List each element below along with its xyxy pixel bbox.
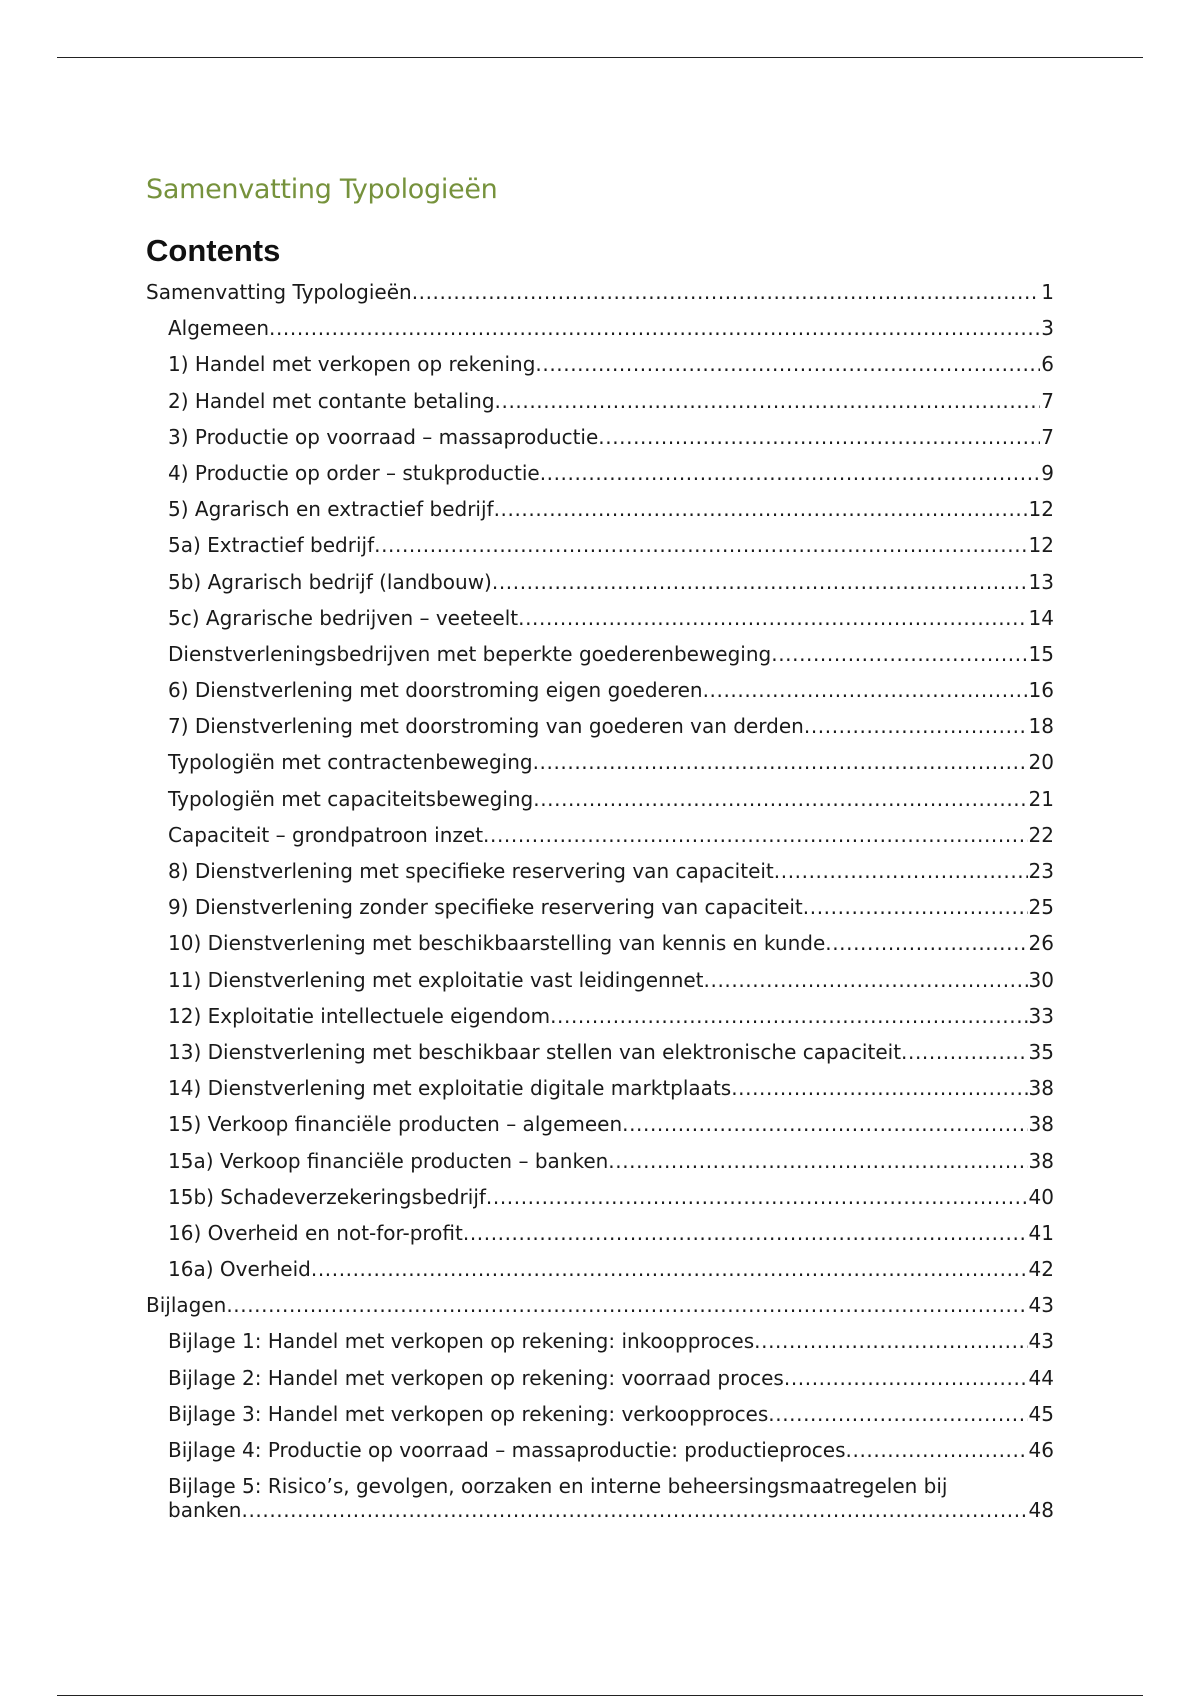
toc-entry-label: Typologiën met contractenbeweging (168, 750, 533, 775)
toc-dot-leader (374, 533, 1027, 557)
toc-entry-page-number: 48 (1028, 1498, 1054, 1523)
toc-entry-label: Bijlagen (146, 1293, 227, 1318)
toc-entry-label: 4) Productie op order – stukproductie (168, 460, 540, 485)
toc-entry-label: 2) Handel met contante betaling (168, 388, 495, 413)
toc-entry-page-number: 22 (1028, 822, 1054, 847)
header-rule (57, 57, 1143, 58)
toc-entry[interactable] (146, 1076, 1054, 1112)
toc-dot-leader (533, 750, 1028, 774)
toc-entry-label: 16a) Overheid (168, 1257, 311, 1282)
toc-entry-page-number: 7 (1041, 424, 1054, 449)
toc-entry[interactable] (146, 1004, 1054, 1040)
toc-entry-page-number: 41 (1028, 1220, 1054, 1245)
footer-rule (57, 1695, 1143, 1696)
toc-entry-page-number: 21 (1028, 786, 1054, 811)
toc-entry-label: 1) Handel met verkopen op rekening (168, 352, 536, 377)
toc-dot-leader (622, 1112, 1027, 1136)
toc-entry[interactable] (146, 1366, 1054, 1402)
toc-entry-page-number: 12 (1028, 533, 1054, 558)
toc-entry[interactable] (146, 1221, 1054, 1257)
toc-dot-leader (226, 1293, 1027, 1317)
toc-entry[interactable] (146, 931, 1054, 967)
toc-entry-page-number: 25 (1028, 895, 1054, 920)
toc-entry[interactable] (146, 787, 1054, 823)
toc-entry[interactable] (146, 425, 1054, 461)
toc-entry[interactable] (146, 895, 1054, 931)
toc-entry-label: Algemeen (168, 316, 270, 341)
toc-entry[interactable] (146, 280, 1054, 316)
toc-dot-leader (803, 895, 1028, 919)
toc-entry-page-number: 13 (1028, 569, 1054, 594)
toc-entry-page-number: 7 (1041, 388, 1054, 413)
toc-dot-leader (463, 1221, 1028, 1245)
toc-entry[interactable] (146, 1185, 1054, 1221)
toc-entry-page-number: 46 (1028, 1438, 1054, 1462)
toc-entry[interactable] (146, 1293, 1054, 1329)
toc-entry[interactable] (146, 606, 1054, 642)
toc-dot-leader (598, 425, 1040, 449)
toc-entry[interactable] (146, 642, 1054, 678)
toc-entry-page-number: 6 (1041, 352, 1054, 377)
toc-entry-page-number: 43 (1028, 1329, 1054, 1354)
toc-entry-page-number: 44 (1028, 1365, 1054, 1390)
toc-dot-leader (494, 497, 1028, 521)
toc-dot-leader (483, 823, 1028, 847)
toc-entry[interactable] (146, 570, 1054, 606)
toc-entry-label: Capaciteit – grondpatroon inzet (168, 822, 484, 847)
toc-entry[interactable] (146, 497, 1054, 533)
toc-entry-label: 15a) Verkoop financiële producten – banken (168, 1148, 609, 1173)
toc-dot-leader (774, 859, 1028, 883)
toc-entry-page-number: 15 (1028, 641, 1054, 666)
toc-entry[interactable] (146, 316, 1054, 352)
toc-dot-leader (771, 642, 1027, 666)
toc-entry[interactable] (146, 533, 1054, 569)
toc-entry[interactable] (146, 968, 1054, 1004)
toc-entry-label-continued: banken (168, 1498, 242, 1523)
toc-entry-page-number: 9 (1041, 460, 1054, 485)
toc-entry-page-number: 38 (1028, 1076, 1054, 1101)
toc-entry-label: 10) Dienstverlening met beschikbaarstelling van kennis en kunde (168, 931, 826, 956)
toc-entry[interactable] (146, 1040, 1054, 1076)
toc-entry[interactable] (146, 823, 1054, 859)
toc-entry-label: Bijlage 2: Handel met verkopen op rekening: voorraad proces (168, 1365, 784, 1390)
toc-dot-leader (412, 280, 1041, 304)
toc-entry-label: Bijlage 4: Productie op voorraad – massaproductie: productieproces (168, 1438, 846, 1462)
toc-entry-label: 5a) Extractief bedrijf (168, 533, 375, 558)
toc-entry-page-number: 16 (1028, 678, 1054, 703)
toc-entry-label: Bijlage 3: Handel met verkopen op rekening: verkoopproces (168, 1401, 769, 1426)
toc-entry[interactable] (146, 859, 1054, 895)
toc-dot-leader (731, 1076, 1027, 1100)
toc-dot-leader (492, 570, 1028, 594)
toc-entry-label: 7) Dienstverlening met doorstroming van goederen van derden (168, 714, 804, 739)
toc-entry-label: 13) Dienstverlening met beschikbaar stellen van elektronische capaciteit (168, 1039, 902, 1064)
toc-entry-page-number: 42 (1028, 1257, 1054, 1282)
toc-entry-page-number: 3 (1041, 316, 1054, 341)
toc-entry-page-number: 20 (1028, 750, 1054, 775)
toc-dot-leader (825, 931, 1027, 955)
toc-dot-leader (784, 1366, 1028, 1390)
toc-entry-label: 5c) Agrarische bedrijven – veeteelt (168, 605, 519, 630)
toc-dot-leader (311, 1257, 1028, 1281)
toc-dot-leader (704, 968, 1028, 992)
toc-entry[interactable] (146, 714, 1054, 750)
toc-entry[interactable] (146, 461, 1054, 497)
toc-entry-label: 5) Agrarisch en extractief bedrijf (168, 497, 494, 522)
toc-dot-leader (901, 1040, 1028, 1064)
toc-dot-leader (533, 787, 1027, 811)
toc-entry-label: Dienstverleningsbedrijven met beperkte goederenbeweging (168, 641, 772, 666)
toc-entry-page-number: 35 (1028, 1039, 1054, 1064)
toc-dot-leader (540, 461, 1041, 485)
toc-entry-label: 6) Dienstverlening met doorstroming eigen goederen (168, 678, 703, 703)
toc-entry-page-number: 43 (1028, 1293, 1054, 1318)
toc-entry[interactable] (146, 1474, 1054, 1522)
toc-dot-leader (241, 1498, 1027, 1522)
toc-dot-leader (804, 714, 1028, 738)
toc-dot-leader (495, 389, 1041, 413)
toc-entry[interactable] (146, 750, 1054, 786)
toc-entry-page-number: 30 (1028, 967, 1054, 992)
toc-entry-page-number: 38 (1028, 1112, 1054, 1137)
toc-entry-label: 12) Exploitatie intellectuele eigendom (168, 1003, 551, 1028)
toc-entry-page-number: 33 (1028, 1003, 1054, 1028)
toc-entry-label: 9) Dienstverlening zonder specifieke reservering van capaciteit (168, 895, 803, 920)
toc-dot-leader (518, 606, 1027, 630)
toc-entry[interactable] (146, 1402, 1054, 1438)
table-of-contents (146, 280, 1054, 1522)
toc-entry-line2 (168, 1498, 1054, 1522)
toc-dot-leader (535, 352, 1040, 376)
toc-entry-label: 15b) Schadeverzekeringsbedrijf (168, 1184, 486, 1209)
toc-entry-page-number: 1 (1041, 280, 1054, 304)
toc-entry[interactable] (146, 389, 1054, 425)
toc-dot-leader (550, 1004, 1027, 1028)
toc-entry-label: 15) Verkoop financiële producten – algemeen (168, 1112, 623, 1137)
toc-entry-page-number: 23 (1028, 859, 1054, 883)
toc-entry-page-number: 38 (1028, 1148, 1054, 1173)
toc-entry-label: Typologiën met capaciteitsbeweging (168, 786, 534, 811)
toc-dot-leader (846, 1438, 1028, 1462)
toc-entry-page-number: 12 (1028, 497, 1054, 522)
toc-entry-label: Bijlage 5: Risico’s, gevolgen, oorzaken en interne beheersingsmaatregelen bij (168, 1474, 948, 1499)
toc-entry[interactable] (146, 678, 1054, 714)
toc-dot-leader (486, 1185, 1028, 1209)
toc-entry-label: 14) Dienstverlening met exploitatie digitale marktplaats (168, 1076, 732, 1101)
toc-dot-leader (703, 678, 1028, 702)
toc-dot-leader (754, 1329, 1027, 1353)
toc-entry[interactable] (146, 352, 1054, 388)
toc-entry-page-number: 18 (1028, 714, 1054, 739)
toc-entry-label: 8) Dienstverlening met specifieke reservering van capaciteit (168, 859, 774, 883)
toc-entry[interactable] (146, 1149, 1054, 1185)
toc-entry-label: 16) Overheid en not-for-profit (168, 1220, 463, 1245)
toc-dot-leader (269, 316, 1040, 340)
toc-entry[interactable] (146, 1112, 1054, 1148)
toc-entry-wrapped (168, 1474, 1054, 1522)
toc-heading: Contents (146, 233, 281, 268)
toc-dot-leader (608, 1149, 1027, 1173)
toc-entry-label: 11) Dienstverlening met exploitatie vast leidingennet (168, 967, 704, 992)
toc-entry-page-number: 26 (1028, 931, 1054, 956)
toc-entry[interactable] (146, 1257, 1054, 1293)
toc-entry-page-number: 45 (1028, 1401, 1054, 1426)
toc-entry[interactable] (146, 1438, 1054, 1474)
toc-entry-page-number: 14 (1028, 605, 1054, 630)
toc-entry-label: 3) Productie op voorraad – massaproductie (168, 424, 599, 449)
toc-entry-label: 5b) Agrarisch bedrijf (landbouw) (168, 569, 492, 594)
toc-entry-label: Samenvatting Typologieën (146, 280, 412, 304)
document-title: Samenvatting Typologieën (146, 174, 498, 205)
toc-entry-label: Bijlage 1: Handel met verkopen op rekening: inkoopproces (168, 1329, 755, 1354)
toc-dot-leader (768, 1402, 1027, 1426)
toc-entry-page-number: 40 (1028, 1184, 1054, 1209)
toc-entry[interactable] (146, 1329, 1054, 1365)
